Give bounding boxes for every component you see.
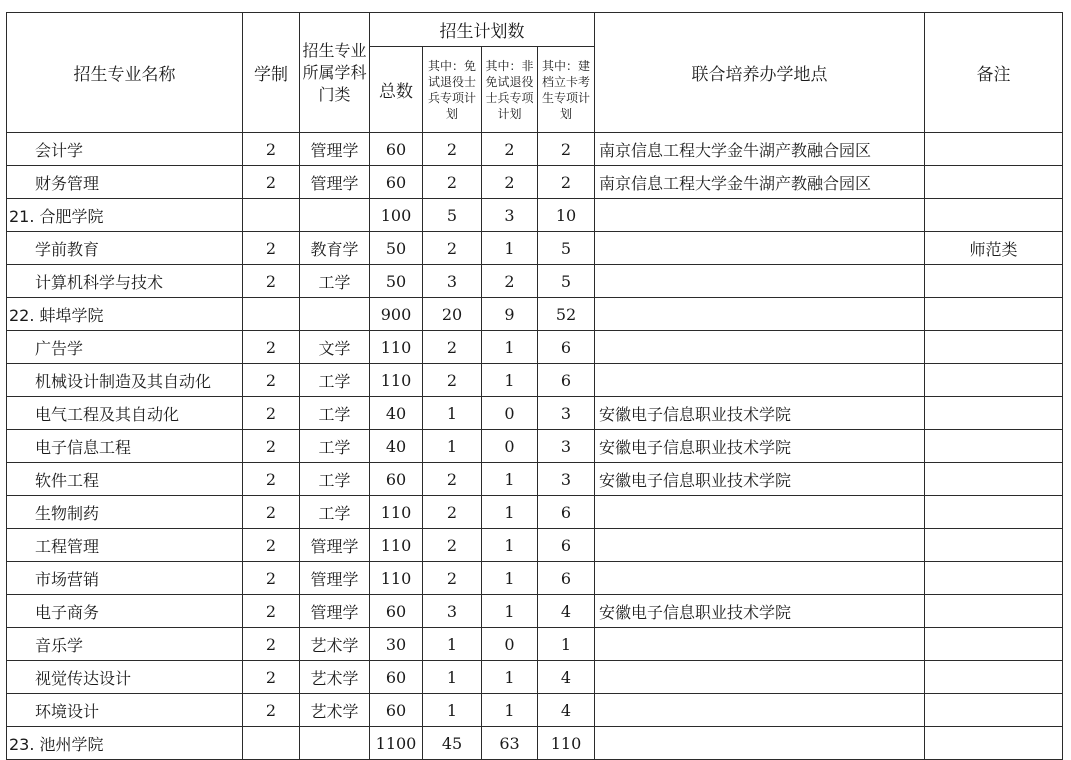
header-plan: 招生计划数 bbox=[370, 13, 595, 47]
cell-b: 9 bbox=[482, 298, 538, 331]
cell-years: 2 bbox=[243, 595, 300, 628]
cell-location bbox=[595, 661, 925, 694]
cell-total: 60 bbox=[370, 166, 423, 199]
cell-c: 6 bbox=[538, 529, 595, 562]
cell-c: 10 bbox=[538, 199, 595, 232]
cell-years: 2 bbox=[243, 265, 300, 298]
cell-name: 机械设计制造及其自动化 bbox=[7, 364, 243, 397]
cell-years: 2 bbox=[243, 166, 300, 199]
cell-note bbox=[925, 430, 1063, 463]
cell-c: 4 bbox=[538, 694, 595, 727]
cell-location: 南京信息工程大学金牛湖产教融合园区 bbox=[595, 166, 925, 199]
cell-b: 1 bbox=[482, 562, 538, 595]
cell-b: 3 bbox=[482, 199, 538, 232]
cell-category: 教育学 bbox=[300, 232, 370, 265]
cell-category: 艺术学 bbox=[300, 628, 370, 661]
cell-c: 4 bbox=[538, 661, 595, 694]
cell-note bbox=[925, 265, 1063, 298]
cell-years: 2 bbox=[243, 397, 300, 430]
cell-c: 2 bbox=[538, 133, 595, 166]
cell-category: 工学 bbox=[300, 463, 370, 496]
cell-name: 23. 池州学院 bbox=[7, 727, 243, 760]
cell-total: 110 bbox=[370, 331, 423, 364]
cell-name: 21. 合肥学院 bbox=[7, 199, 243, 232]
cell-location bbox=[595, 529, 925, 562]
header-total: 总数 bbox=[370, 47, 423, 133]
cell-c: 2 bbox=[538, 166, 595, 199]
cell-c: 6 bbox=[538, 331, 595, 364]
cell-c: 6 bbox=[538, 496, 595, 529]
cell-years: 2 bbox=[243, 661, 300, 694]
cell-a: 2 bbox=[423, 331, 482, 364]
cell-a: 45 bbox=[423, 727, 482, 760]
cell-years: 2 bbox=[243, 694, 300, 727]
cell-b: 1 bbox=[482, 364, 538, 397]
cell-category: 管理学 bbox=[300, 166, 370, 199]
cell-note bbox=[925, 727, 1063, 760]
cell-category: 工学 bbox=[300, 397, 370, 430]
cell-a: 1 bbox=[423, 628, 482, 661]
cell-a: 1 bbox=[423, 397, 482, 430]
cell-location bbox=[595, 331, 925, 364]
cell-c: 3 bbox=[538, 397, 595, 430]
cell-name: 电气工程及其自动化 bbox=[7, 397, 243, 430]
cell-location bbox=[595, 562, 925, 595]
school-row bbox=[7, 199, 1063, 232]
cell-a: 3 bbox=[423, 265, 482, 298]
cell-c: 1 bbox=[538, 628, 595, 661]
cell-name: 工程管理 bbox=[7, 529, 243, 562]
cell-b: 1 bbox=[482, 661, 538, 694]
cell-location: 南京信息工程大学金牛湖产教融合园区 bbox=[595, 133, 925, 166]
school-row bbox=[7, 298, 1063, 331]
cell-location bbox=[595, 694, 925, 727]
school-row bbox=[7, 727, 1063, 760]
cell-total: 50 bbox=[370, 265, 423, 298]
cell-years: 2 bbox=[243, 529, 300, 562]
cell-name: 软件工程 bbox=[7, 463, 243, 496]
table-row bbox=[7, 595, 1063, 628]
cell-years: 2 bbox=[243, 232, 300, 265]
table-row bbox=[7, 562, 1063, 595]
cell-location: 安徽电子信息职业技术学院 bbox=[595, 397, 925, 430]
table-row bbox=[7, 331, 1063, 364]
cell-category: 工学 bbox=[300, 265, 370, 298]
cell-b: 1 bbox=[482, 496, 538, 529]
table-row bbox=[7, 694, 1063, 727]
table-row bbox=[7, 397, 1063, 430]
cell-note bbox=[925, 694, 1063, 727]
header-years: 学制 bbox=[243, 13, 300, 133]
cell-note bbox=[925, 199, 1063, 232]
cell-b: 2 bbox=[482, 133, 538, 166]
cell-years: 2 bbox=[243, 364, 300, 397]
cell-b: 0 bbox=[482, 430, 538, 463]
table-row bbox=[7, 529, 1063, 562]
cell-note bbox=[925, 331, 1063, 364]
cell-a: 1 bbox=[423, 694, 482, 727]
cell-b: 1 bbox=[482, 595, 538, 628]
cell-category: 管理学 bbox=[300, 133, 370, 166]
cell-a: 2 bbox=[423, 529, 482, 562]
header-plan-a: 其中：免试退役士兵专项计划 bbox=[423, 47, 482, 133]
cell-a: 5 bbox=[423, 199, 482, 232]
header-location: 联合培养办学地点 bbox=[595, 13, 925, 133]
cell-category: 工学 bbox=[300, 364, 370, 397]
cell-location bbox=[595, 496, 925, 529]
cell-location bbox=[595, 232, 925, 265]
cell-note bbox=[925, 628, 1063, 661]
table-row bbox=[7, 232, 1063, 265]
cell-location bbox=[595, 364, 925, 397]
cell-location: 安徽电子信息职业技术学院 bbox=[595, 595, 925, 628]
cell-years: 2 bbox=[243, 430, 300, 463]
cell-c: 52 bbox=[538, 298, 595, 331]
cell-name: 电子信息工程 bbox=[7, 430, 243, 463]
cell-category: 艺术学 bbox=[300, 661, 370, 694]
cell-a: 2 bbox=[423, 562, 482, 595]
cell-a: 2 bbox=[423, 364, 482, 397]
cell-total: 50 bbox=[370, 232, 423, 265]
table-row bbox=[7, 430, 1063, 463]
cell-years: 2 bbox=[243, 562, 300, 595]
cell-name: 学前教育 bbox=[7, 232, 243, 265]
table-row bbox=[7, 166, 1063, 199]
header-category: 招生专业所属学科门类 bbox=[300, 13, 370, 133]
cell-a: 1 bbox=[423, 430, 482, 463]
cell-note bbox=[925, 595, 1063, 628]
cell-category bbox=[300, 199, 370, 232]
cell-category: 工学 bbox=[300, 496, 370, 529]
cell-b: 1 bbox=[482, 694, 538, 727]
cell-note bbox=[925, 529, 1063, 562]
header-note: 备注 bbox=[925, 13, 1063, 133]
cell-total: 60 bbox=[370, 463, 423, 496]
cell-name: 生物制药 bbox=[7, 496, 243, 529]
cell-location: 安徽电子信息职业技术学院 bbox=[595, 430, 925, 463]
cell-c: 6 bbox=[538, 562, 595, 595]
cell-b: 1 bbox=[482, 232, 538, 265]
cell-years bbox=[243, 727, 300, 760]
cell-category: 文学 bbox=[300, 331, 370, 364]
cell-a: 1 bbox=[423, 661, 482, 694]
cell-category: 管理学 bbox=[300, 595, 370, 628]
cell-years: 2 bbox=[243, 331, 300, 364]
cell-note bbox=[925, 661, 1063, 694]
cell-location bbox=[595, 727, 925, 760]
cell-total: 40 bbox=[370, 430, 423, 463]
cell-c: 5 bbox=[538, 232, 595, 265]
cell-b: 0 bbox=[482, 628, 538, 661]
cell-name: 计算机科学与技术 bbox=[7, 265, 243, 298]
cell-note bbox=[925, 166, 1063, 199]
cell-total: 60 bbox=[370, 694, 423, 727]
cell-c: 4 bbox=[538, 595, 595, 628]
header-name: 招生专业名称 bbox=[7, 13, 243, 133]
cell-category: 工学 bbox=[300, 430, 370, 463]
cell-a: 2 bbox=[423, 496, 482, 529]
cell-note bbox=[925, 496, 1063, 529]
cell-name: 电子商务 bbox=[7, 595, 243, 628]
table-row bbox=[7, 496, 1063, 529]
cell-years bbox=[243, 199, 300, 232]
cell-category bbox=[300, 298, 370, 331]
cell-name: 22. 蚌埠学院 bbox=[7, 298, 243, 331]
cell-a: 2 bbox=[423, 133, 482, 166]
table-body bbox=[7, 133, 1063, 760]
table-row bbox=[7, 628, 1063, 661]
cell-note bbox=[925, 463, 1063, 496]
cell-a: 2 bbox=[423, 166, 482, 199]
cell-b: 63 bbox=[482, 727, 538, 760]
cell-location bbox=[595, 628, 925, 661]
cell-b: 0 bbox=[482, 397, 538, 430]
cell-note bbox=[925, 364, 1063, 397]
cell-name: 视觉传达设计 bbox=[7, 661, 243, 694]
cell-location bbox=[595, 199, 925, 232]
cell-years: 2 bbox=[243, 133, 300, 166]
cell-total: 60 bbox=[370, 133, 423, 166]
cell-note bbox=[925, 133, 1063, 166]
cell-total: 900 bbox=[370, 298, 423, 331]
cell-total: 100 bbox=[370, 199, 423, 232]
table-row bbox=[7, 364, 1063, 397]
cell-years: 2 bbox=[243, 463, 300, 496]
cell-a: 2 bbox=[423, 463, 482, 496]
cell-years bbox=[243, 298, 300, 331]
cell-c: 5 bbox=[538, 265, 595, 298]
cell-c: 3 bbox=[538, 430, 595, 463]
cell-note bbox=[925, 298, 1063, 331]
cell-total: 1100 bbox=[370, 727, 423, 760]
cell-name: 音乐学 bbox=[7, 628, 243, 661]
cell-c: 110 bbox=[538, 727, 595, 760]
cell-location: 安徽电子信息职业技术学院 bbox=[595, 463, 925, 496]
cell-note bbox=[925, 397, 1063, 430]
cell-b: 1 bbox=[482, 463, 538, 496]
cell-name: 环境设计 bbox=[7, 694, 243, 727]
cell-a: 2 bbox=[423, 232, 482, 265]
header-plan-b: 其中：非免试退役士兵专项计划 bbox=[482, 47, 538, 133]
cell-category: 管理学 bbox=[300, 562, 370, 595]
cell-category: 艺术学 bbox=[300, 694, 370, 727]
cell-b: 1 bbox=[482, 529, 538, 562]
header-plan-c: 其中：建档立卡考生专项计划 bbox=[538, 47, 595, 133]
cell-total: 110 bbox=[370, 364, 423, 397]
cell-name: 市场营销 bbox=[7, 562, 243, 595]
cell-location bbox=[595, 298, 925, 331]
cell-c: 6 bbox=[538, 364, 595, 397]
cell-total: 60 bbox=[370, 595, 423, 628]
cell-location bbox=[595, 265, 925, 298]
table-row bbox=[7, 265, 1063, 298]
cell-name: 会计学 bbox=[7, 133, 243, 166]
cell-name: 广告学 bbox=[7, 331, 243, 364]
table-row bbox=[7, 661, 1063, 694]
cell-a: 3 bbox=[423, 595, 482, 628]
cell-category: 管理学 bbox=[300, 529, 370, 562]
cell-total: 110 bbox=[370, 529, 423, 562]
cell-total: 110 bbox=[370, 562, 423, 595]
table-row bbox=[7, 463, 1063, 496]
cell-total: 30 bbox=[370, 628, 423, 661]
cell-total: 60 bbox=[370, 661, 423, 694]
cell-note bbox=[925, 562, 1063, 595]
table-row bbox=[7, 133, 1063, 166]
enrollment-table bbox=[6, 12, 1063, 760]
cell-years: 2 bbox=[243, 628, 300, 661]
cell-b: 2 bbox=[482, 166, 538, 199]
cell-total: 110 bbox=[370, 496, 423, 529]
cell-name: 财务管理 bbox=[7, 166, 243, 199]
cell-category bbox=[300, 727, 370, 760]
cell-total: 40 bbox=[370, 397, 423, 430]
cell-note: 师范类 bbox=[925, 232, 1063, 265]
cell-a: 20 bbox=[423, 298, 482, 331]
cell-c: 3 bbox=[538, 463, 595, 496]
cell-years: 2 bbox=[243, 496, 300, 529]
cell-b: 1 bbox=[482, 331, 538, 364]
cell-b: 2 bbox=[482, 265, 538, 298]
